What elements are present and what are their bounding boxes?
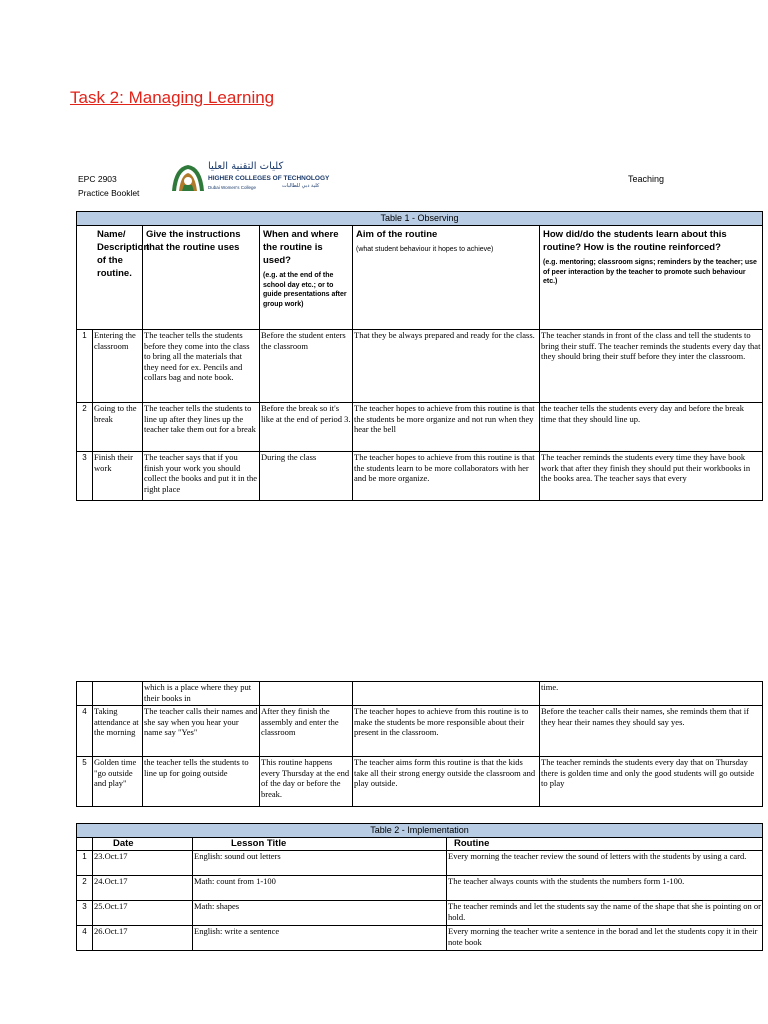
table-row: 3 25.Oct.17 Math: shapes The teacher reminds and let the students say the name of the shape that she is pointing on or hold. (77, 901, 763, 926)
header-lesson: Lesson Title (193, 838, 447, 851)
table-row: 3 Finish their work The teacher says that if you finish your work you should collect the books and put it in the right place During the class The teacher hopes to achieve from this routine is that the students learn to be more collaborators with her and be more organize. The teacher reminds the students every time they have book work that after they finish they should put their workbooks in the books area. The teacher says that every (77, 452, 763, 501)
header-learn: How did/do the students learn about this routine? How is the routine reinforced? (e.g. mentoring; classroom signs; reminders by the teacher; use of peer interaction by the teacher to promote such behaviour etc.) (540, 226, 763, 330)
booklet-label: Practice Booklet (78, 188, 140, 198)
header-routine: Routine (447, 838, 763, 851)
header-instructions: Give the instructions that the routine uses (143, 226, 260, 330)
logo-arabic-name: كليات التقنية العليا (208, 161, 284, 172)
table-row: 2 Going to the break The teacher tells the students to line up after they lines up the teacher take them out for a break Before the break so it's like at the end of period 3. The teacher hopes to achieve from this routine is that the students be more organize and not run when they hear the bell the teacher tells the students every day and before the break time that they should line up. (77, 403, 763, 452)
table-row: 1 Entering the classroom The teacher tells the students before they come into the class to bring all the materials that they need for ex. Pencils and collars bag and note book. Before the student enters the classroom That they be always prepared and ready for the class. The teacher stands in front of the class and tell the students to bring their stuff. The teacher reminds the students every day that they should bring their stuff before they inter the classroom. (77, 330, 763, 403)
header-date: Date (93, 838, 193, 851)
table-row: 1 23.Oct.17 English: sound out letters Every morning the teacher review the sound of letters with the students by using a card. (77, 851, 763, 876)
college-logo (170, 161, 330, 197)
table-caption: Table 2 - Implementation (77, 824, 763, 838)
header-right-label: Teaching (628, 174, 665, 184)
table-row: 4 26.Oct.17 English: write a sentence Every morning the teacher write a sentence in the borad and let the students copy it in their note book (77, 926, 763, 951)
table-observing (76, 211, 763, 501)
header-when: When and where the routine is used? (e.g. at the end of the school day etc.; or to guide presentations after group work) (260, 226, 353, 330)
header-name: Name/ Description of the routine. (77, 226, 143, 330)
logo-campus-arabic: كلية دبي للطالبات (282, 183, 320, 189)
course-code: EPC 2903 (78, 174, 117, 184)
table-row: 5 Golden time "go outside and play" the teacher tells the students to line up for going outside This routine happens every Thursday at the end of the day or before the break. The teacher aims form this routine is that the kids take all their strong energy outside the classroom and play outside. The teacher reminds the students every day that on Thursday there is golden time and only the good students will go outside to play (77, 757, 763, 807)
table-header-row (77, 838, 763, 851)
logo-campus: Dubai Women's College (208, 185, 257, 190)
task-title: Task 2: Managing Learning (70, 88, 275, 107)
logo-english-name: HIGHER COLLEGES OF TECHNOLOGY (208, 175, 330, 182)
header-aim: Aim of the routine (what student behaviour it hopes to achieve) (353, 226, 540, 330)
table-row: 2 24.Oct.17 Math: count from 1-100 The teacher always counts with the students the numbers form 1-100. (77, 876, 763, 901)
table-header-row (77, 226, 763, 330)
table-row: 4 Taking attendance at the morning The teacher calls their names and she say when you hear your name say "Yes" After they finish the assembly and enter the classroom The teacher hopes to achieve from this routine is to make the students be more responsible about their present in the classroom. Before the teacher calls their names, she reminds them that if they hear their names they should say yes. (77, 706, 763, 757)
course-info (78, 172, 139, 200)
table-caption: Table 1 - Observing (77, 212, 763, 226)
table-implementation (76, 823, 763, 951)
table-observing-continued (76, 681, 763, 807)
table-row: which is a place where they put their books in time. (77, 682, 763, 706)
